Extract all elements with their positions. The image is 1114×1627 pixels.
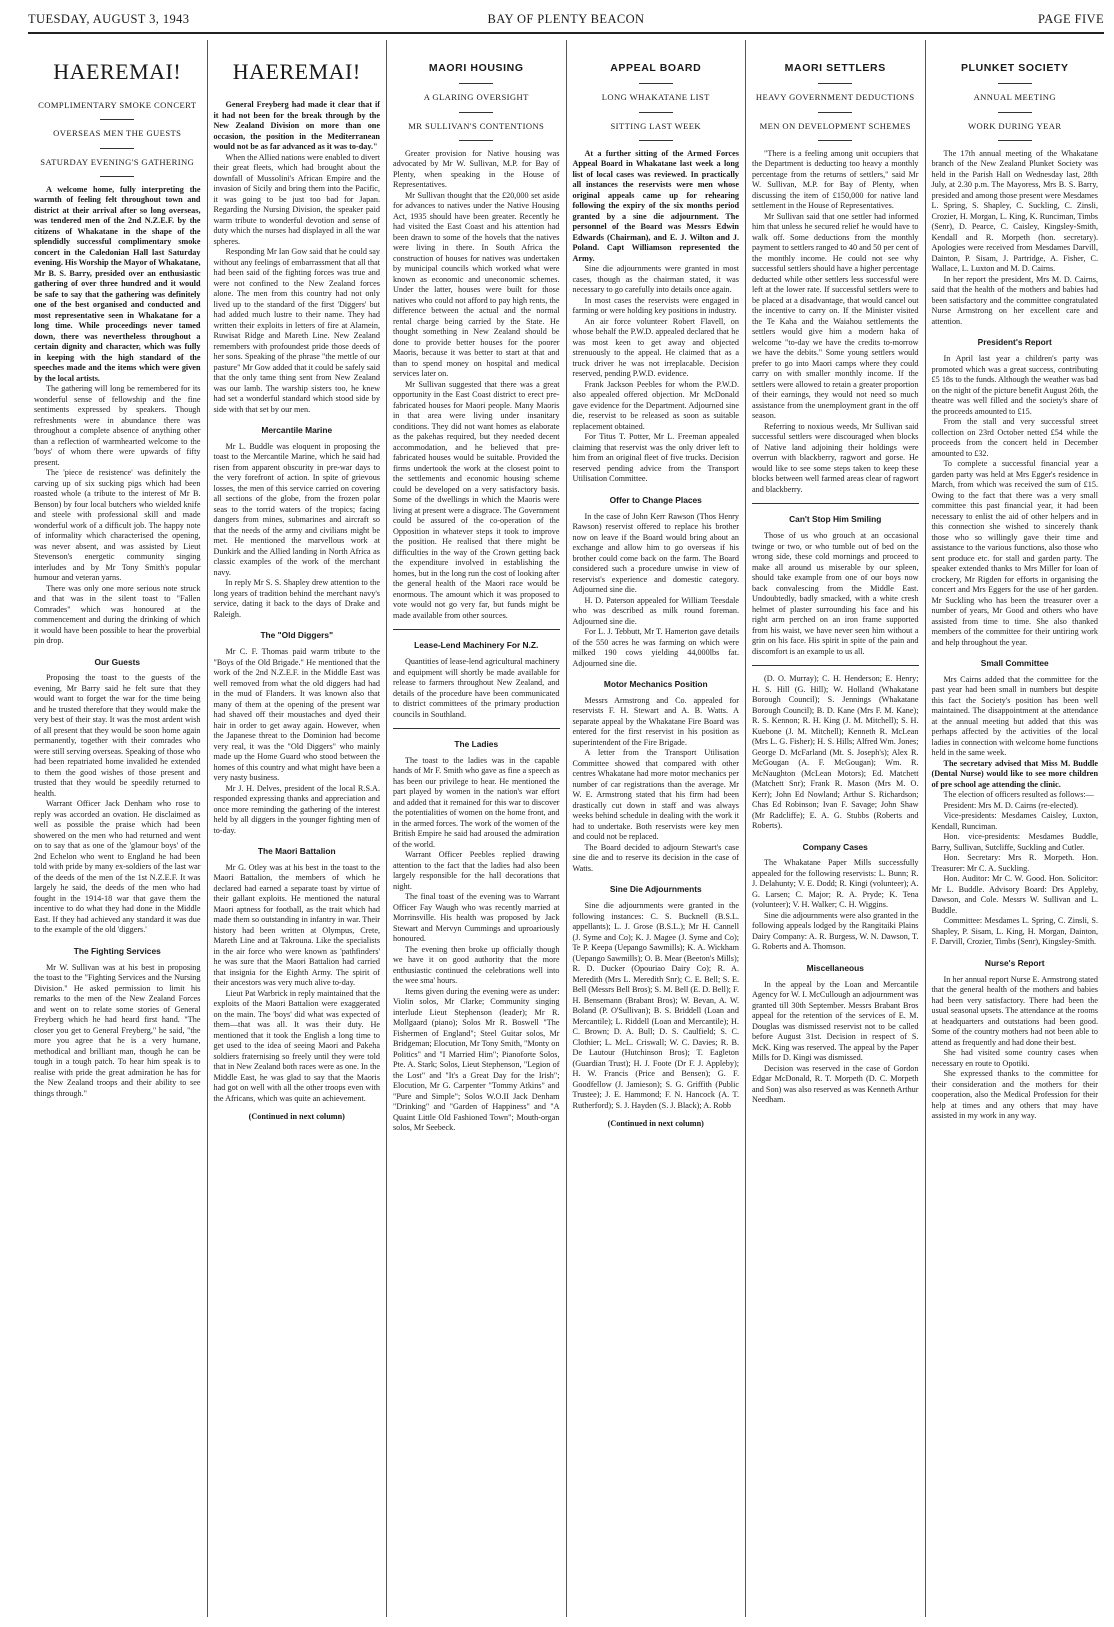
divider xyxy=(818,83,852,84)
article-title-maori-settlers: MAORI SETTLERS xyxy=(784,62,886,74)
divider xyxy=(393,728,560,729)
article-columns xyxy=(28,40,1104,1617)
paragraph: Hon. Secretary: Mrs R. Morpeth. Hon. Treasurer: Mr C. A. Suckling. xyxy=(931,853,1098,873)
paragraph: The evening then broke up officially though we have it on good authority that the more enthusiastic continued the celebrations well into the wee sma' hours. xyxy=(393,944,560,986)
paragraph: A letter from the Transport Utilisation Committee showed that compared with other centres Whakatane had more motor mechanics per number of car registrations than the average. Mr W. E. Armstrong stated that his firm had been drastically cut down in staff and was always weeks behind schedule in dealing with the work it had to undertake. Both reservists were key men and could not be replaced. xyxy=(572,748,739,842)
column-4 xyxy=(567,40,747,1617)
subheading: The Fighting Services xyxy=(73,945,161,956)
paragraph: For L. J. Tebbutt, Mr T. Hamerton gave details of the 550 acres he was farming on which were milked 190 cows yielding 44,000lbs fat. Adjourned sine die. xyxy=(572,627,739,668)
article-title-haeremai: HAEREMAI! xyxy=(232,59,361,84)
subheading: Sine Die Adjournments xyxy=(609,884,702,895)
paragraph: Sine die adjournments were granted in the following instances: C. S. Bucknell (B.S.L. appellants); L. J. Grose (B.S.L.); Mr H. Cannell (J. Syme and Co); K. J. Magee (J. Syme and Co); Te P. Keepa (Uepango Sawmills); K. A. Wickham (Uepango Sawmills); O. B. Mear (Beeton's Mills); R. D. Ducker (Opouriao Dairy Co); R. A. Meredith (Mrs L. Meredith Snr); C. E. Bell; S. E. Bell (Messrs Bell Bros); S. M. Bell (E. D. Bell); F. H. Bensemann (Brabant Bros); W. Bevan, A. W. Boland (P. O'Sullivan); B. S. Briddell (Loan and Mercantile); L. Riddell (Loan and Mercantile); H. C. Brown; D. A. Bull; D. S. Caulfield; S. C. Clothier; L. McL. Criswall; W. C. Davies; R. B. De Lautour (Hutchinson Bros); T. Eagleton (Guardian Trust); H. J. Foote (Dr F. J. Appleby); H. W. Francis (Price and Bensen); G. F. Goodfellow (J. Jamieson); S. G. Griffith (Public Trustee); J. E. Hammond; F. N. Hancock (A. T. Rutherford); S. J. Hayden (S. J. Black); A. Robb xyxy=(572,901,739,1110)
column-5 xyxy=(746,40,926,1617)
divider xyxy=(639,83,673,84)
paragraph: President: Mrs M. D. Cairns (re-elected). xyxy=(943,800,1079,810)
paragraph: In most cases the reservists were engaged in farming or were holding key positions in industry. xyxy=(572,295,739,316)
paragraph: Mr Sullivan thought that the £20,000 set aside for advances to natives under the Native Housing Act, 1935 should have been greater. Recently he had visited the East Coast and his attention had been drawn to some of the hovels that the natives were living in there. In South Africa the construction of houses for natives was undertaken by municipal councils which worked what were known as economic and uneconomic schemes. Under the latter, houses were built for those natives who could not afford to pay high rents, the difference between the actual and the normal rental charge being carried by the State. He thought something in New Zealand should be done to provide better houses for the poorer Maoris, because it was better to start at that and than to spend money on hospital and medical services later on. xyxy=(393,190,560,379)
paragraph: The Whakatane Paper Mills successfully appealed for the following reservists: L. Bunn; R. J. Delahunty; V. E. Dodd; R. Kingi (volunteer); A. G. Larsen; C. Major; R. A. Pryde; K. Tena (volunteer); V. H. Walker; C. H. Wiggins. xyxy=(752,858,919,910)
divider xyxy=(459,140,493,141)
paragraph: The Board decided to adjourn Stewart's case sine die and to reserve its decision in the case of Watts. xyxy=(572,842,739,873)
paragraph: An air force volunteer Robert Flavell, on whose behalf the P.W.D. appealed declared that he was most keen to get away and objected strenuously to the appeal. He claimed that as a truck driver he was not irreplacable. Decision reserved, pending P.W.D. evidence. xyxy=(572,316,739,379)
divider xyxy=(752,503,919,504)
divider xyxy=(818,112,852,113)
paragraph: (D. O. Murray); C. H. Henderson; E. Henry; H. S. Hill (G. Hill); W. Holland (Whakatane Borough Council); S. Jennings (Whakatane Borough Council); B. D. Kane (Mrs F. M. Kane); R. S. Kennon; R. H. King (J. M. Mitchell); S. H. Kuebone (J. M. Mitchell); Kenneth R. McLean (Mrs L. G. Fisher); H. S. Hills; Alfred Wm. Jones; George D. McFarland (Mt. S. Joseph's); Alex R. McGougan (A. F. McGougan); Wm. R. McNaughton (McLean Motors); Ed. Matchett (Matchett Snr); Frank R. Mason (Mrs M. O. Kerr); John Ed Nowland; Arthur S. Richardson; Chas Ed Robinson; Ivan F. Savage; John Shaw (Mr Radcliffe); E. A. G. Stubbs (Roberts and Roberts). xyxy=(752,674,919,831)
subheading: Nurse's Report xyxy=(984,957,1045,968)
article-subtitle: COMPLIMENTARY SMOKE CONCERT xyxy=(38,100,197,111)
divider xyxy=(818,140,852,141)
paragraph: Greater provision for Native housing was advocated by Mr W. Sullivan, M.P. for Bay of Plenty, when speaking in the House of Representatives. xyxy=(393,148,560,190)
article-subtitle: SATURDAY EVENING'S GATHERING xyxy=(40,156,195,167)
paragraph: Mrs Cairns added that the committee for the past year had been small in numbers but despite this fact the Society's position has been well maintained. The disappointment at the attendance at the annual meeting but added that this was perhaps affected by the activities of the local ladies in connection with welcome home functions held in the same week. xyxy=(931,674,1098,758)
article-subtitle: OVERSEAS MEN THE GUESTS xyxy=(53,128,182,139)
paragraph: H. D. Paterson appealed for William Teesdale who was described as milk round foreman. Adjourned sine die. xyxy=(572,595,739,626)
paragraph: To complete a successful financial year a garden party was held at Mrs Egger's residence in March, from which was received the sum of £15. Owing to the fact that there was a very small committee this past financial year, it had been necessary to enlist the aid of other helpers and in this connection she wished to sincerely thank those who so willingly gave their time and assistance to the various functions, also those who sent produce etc. for stall and garden party. The speaker extended thanks to Mrs Miller for loan of crockery, Mr Rigden for efforts in organising the concert and Mrs Eggers for the use of her garden. Mr Suckling who has been the treasurer over a number of years, Mr Good and others who have assisted from time to time. She also thanked members of the committee for their untiring work and help throughout the year. xyxy=(931,459,1098,647)
subheading: The Maori Battalion xyxy=(257,846,336,857)
paragraph: When the Allied nations were enabled to divert their great fleets, which had brought about the downfall of Mussolini's African Empire and the invasion of Sicily and bring them into the Pacific, it was going to be just too bad for Japan. Regarding the Nursing Division, the speaker paid warm tribute to wonderful devotion and sense of duty which the nurses had displayed in all the war spheres. xyxy=(213,152,380,246)
divider xyxy=(639,140,673,141)
subheading: The Ladies xyxy=(454,739,499,750)
paragraph: Responding Mr Ian Gow said that he could say without any feelings of embarrassment that all that had been said of the fighting forces was true and were not confined to the New Zealand forces alone. The men from this country had not only lived up to the standard of the first 'Diggers' but had added much lustre to their name. They had written their exploits in letters of fire at Alamein, Ruwisat Ridge and Mareth Line. New Zealand remembers with profoundest pride those deeds of her sons. Speaking of the phrase "the mettle of our pasture" Mr Gow added that it could be safely said that the only tame thing sent from New Zealand was our lamb. The warship sisters too, he knew had set a wonderful standard which stood side by side with that set by our men. xyxy=(213,247,380,414)
paragraph: Frank Jackson Peebles for whom the P.W.D. also appealed offered objection. Mr McDonald gave evidence for the Department. Adjourned sine die, reservist to be released as soon as suitable replacement obtained. xyxy=(572,379,739,431)
column-3 xyxy=(387,40,567,1617)
column-6 xyxy=(926,40,1105,1617)
column-2 xyxy=(208,40,388,1617)
article-subtitle: LONG WHAKATANE LIST xyxy=(601,92,710,103)
paragraph: Hon. Auditor: Mr C. W. Good. Hon. Solicitor: Mr L. Buddle. Advisory Board: Drs Appleby, Dawson, and Cole. Messrs W. Sullivan and L. Buddle. xyxy=(931,874,1098,915)
article-subtitle: MEN ON DEVELOPMENT SCHEMES xyxy=(759,120,911,131)
paragraph: Messrs Armstrong and Co. appealed for reservists F. H. Stewart and A. B. Watts. A separate appeal by the Whakatane Fire Board was entered for the first reservist in his position as superintendent of the Fire Brigade. xyxy=(572,695,739,747)
divider xyxy=(998,83,1032,84)
paragraph: Vice-presidents: Mesdames Caisley, Luxton, Kendall, Runciman. xyxy=(931,811,1098,831)
subheading: Our Guests xyxy=(94,656,141,667)
paragraph: She had visited some country cases when necessary en route to Opotiki. xyxy=(931,1048,1098,1068)
divider xyxy=(752,665,919,666)
divider xyxy=(459,112,493,113)
subheading: Company Cases xyxy=(802,841,868,852)
paragraph: The 'piece de resistence' was definitely the carving up of six sucking pigs which had been roasted whole (a tribute to the interest of Mr B. Benson) by four local butchers who wielded knife and steele with professional skill and made wonderful work of a difficult job. The happy note of informality which characterised the opening, was never absent, and was assisted by Lieut Stevenson's energetic community singing interludes and by Mr Tony Smith's popular humour and veteran yarns. xyxy=(34,468,201,583)
article-title-plunket-society: PLUNKET SOCIETY xyxy=(960,62,1069,74)
paragraph: She expressed thanks to the committee for their consideration and the mothers for their cooperation, also the Medical Profession for their help at times and any others that may have assisted in my work in any way. xyxy=(931,1069,1098,1121)
column-1 xyxy=(28,40,208,1617)
masthead-paper-name: BAY OF PLENTY BEACON xyxy=(487,12,645,26)
divider xyxy=(639,112,673,113)
paragraph: Mr Sullivan suggested that there was a great opportunity in the East Coast district to erect pre-fabricated houses for Maori people. Many Maoris in that area were living under insanitary conditions. They did not want homes as elaborate as the pakehas required, but they needed decent accommodation, and he believed that pre-fabricated houses would be suitable. Provided the firms undertook the work at the closest point to the settlements and economic housing scheme could be developed on a very satisfactory basis. Some of the dwellings in which the Maoris were living at present were a disgrace. The Government could be assured of the co-operation of the Opposition in whatever steps it took to improve the position. He realised that there might be difficulties in the way of the Crown getting back the expenditure involved in establishing the homes, but in the long run the cost of looking after the general health of the Maori race would be enormous. The amount which it was proposed to vote would not go very far, but funds might be made available from other sources. xyxy=(393,379,560,620)
paragraph: Committee: Mesdames L. Spring, C. Zinsli, S. Shapley, P. Sisam, L. King, H. Morgan, Dainton, F. Darvill, Crozier, Timbs (Senr), Kingsley-Smith. xyxy=(931,916,1098,947)
masthead xyxy=(28,6,1104,34)
paragraph: Proposing the toast to the guests of the evening, Mr Barry said he felt sure that they would want to forget the war for the time being and he trusted therefore that they would make the very best of their stay. It was the most ardent wish of all present that they would be soon home again permanently, together with their comrades who were still serving overseas. Speaking of those who had been repatriated home invalided he extended to them the good wishes of those present and trusted that they would be speedily returned to health. xyxy=(34,673,201,798)
paragraph: Sine die adjournments were also granted in the following appeals lodged by the Rangitaiki Plains Dairy Company: A. R. Burgess, W. N. Dawson, T. G. Roberts and A. Thomson. xyxy=(752,910,919,952)
paragraph: For Titus T. Potter, Mr L. Freeman appealed claiming that reservist was the only driver left to him from an original fleet of five trucks. Decision reserved pending advice from the Transport Utilisation Committee. xyxy=(572,432,739,484)
article-subtitle: MR SULLIVAN'S CONTENTIONS xyxy=(408,120,545,131)
paragraph: In the appeal by the Loan and Mercantile Agency for W. I. McCullough an adjournment was granted till 30th September. Messrs Brabant Bros appeal for the retention of the services of E. M. Douglas was dismissed reservist not to be called before August 31st. Decision in respect of S. McK. King was reserved. The appeal by the Paper Mills for D. Kingi was dismissed. xyxy=(752,979,919,1063)
subheading: Lease-Lend Machinery For N.Z. xyxy=(414,640,539,651)
subheading: Can't Stop Him Smiling xyxy=(789,514,882,525)
paragraph: The final toast of the evening was to Warrant Officer Fay Waugh who was recently married at Morrinsville. His health was proposed by Jack Stewart and Mervyn Cummings and uproariously honoured. xyxy=(393,892,560,944)
lead-paragraph: A welcome home, fully interpreting the warmth of feeling felt throughout town and district at their arrival after so long overseas, was tendered men of the 2nd N.Z.E.F. by the citizens of Whakatane in the shape of the splendidly successful complimentary smoke concert in the Caledonian Hall last Saturday evening. His Worship the Mayor of Whakatane, Mr B. S. Barry, presided over an enthusiastic gathering of over three hundred and it would be safe to say that the gathering was definitely one of the best organised and conducted and most representative seen in Whakatane for a long time. While proceedings never tamed down, there was nevertheless throughout a certain dignity and character, which was fully in keeping with the high standard of the speeches made and the items which were given by the local artists. xyxy=(34,184,201,383)
article-subtitle: HEAVY GOVERNMENT DEDUCTIONS xyxy=(755,92,915,103)
paragraph: In her report the president, Mrs M. D. Cairns, said that the health of the mothers and babies had been satisfactory and the committee congratulated Nurse Armstrong on her excellent care and attention. xyxy=(931,274,1098,326)
paragraph: The election of officers resulted as follows:— xyxy=(943,790,1094,800)
subheading: Motor Mechanics Position xyxy=(603,679,708,690)
article-subtitle: WORK DURING YEAR xyxy=(968,120,1062,131)
paragraph: In the case of John Kerr Rawson (Thos Henry Rawson) reservist offered to replace his brother now on leave if the Board would bring about an exchange and allow him to go overseas if his brother could come back on the farm. The Board considered such a procedure unwise in view of reservist's experience and domestic category. Adjourned sine die. xyxy=(572,511,739,595)
paragraph: "There is a feeling among unit occupiers that the Department is deducting too heavy a monthly percentage from the returns of settlers," said Mr W. Sullivan, M.P. for Bay of Plenty, when discussing the item of £150,000 for native land settlement in the House of Representatives. xyxy=(752,148,919,211)
paragraph: The gathering will long be remembered for its wonderful sense of fellowship and the fine sentiments expressed by speakers. Though refreshments were in abundance there was throughout a complete absence of anything other than a reflection of warmhearted welcome to the 'boys' of whom there were upwards of fifty present. xyxy=(34,384,201,467)
paragraph: In April last year a children's party was promoted which was a great success, contributing £5 18s to the funds. Although the weather was bad on the night of the picture benefit August 26th, the theatre was well filled and the society's share of the proceeds amounted to £15. xyxy=(931,354,1098,416)
paragraph: Warrant Officer Peebles replied drawing attention to the fact that the ladies had also been largely responsible for the hall decorations that night. xyxy=(393,850,560,891)
article-title-appeal-board: APPEAL BOARD xyxy=(610,62,702,74)
paragraph: In reply Mr S. S. Shapley drew attention to the long years of tradition behind the merchant navy's service, dating it back to the days of Drake and Raleigh. xyxy=(213,578,380,619)
lead-paragraph: The secretary advised that Miss M. Buddle (Dental Nurse) would like to see more children of pre school age attending the clinic. xyxy=(931,758,1098,789)
paragraph: Items given during the evening were as under: Violin solos, Mr Clarke; Community singing interlude Lieut Stephenson (leader); Mr R. Mollgaard (piano); Solos Mr R. Boswell "The Fishermen of England"; Steel Guitar solos, Mr Bridgeman; Elocution, Mr Tony Smith, "Monty on Politics" and "I Married Him"; Pianoforte Solos, Pte. A. Stark; Solos, Lieut Stephenson, "Legion of the Lost" and "It's a Great Day for the Irish"; Elocution, Mr G. Carpenter "Tommy Atkins" and "Pure and Simple"; Solos W.O.II Jack Denham "Drinking" and "Garden of Happiness" and "A Quaint Little Old Fashioned Town"; Mouth-organ solos, Mr Seebeck. xyxy=(393,986,560,1133)
paragraph: In her annual report Nurse E. Armstrong stated that the general health of the mothers and babies had been very satisfactory. There had been the usual seasonal upsets. The attendance at the rooms at headquarters and outstations had been good. Some of the country mothers had not been able to attend as frequently and had done their best. xyxy=(931,974,1098,1047)
paragraph: Referring to noxious weeds, Mr Sullivan said successful settlers were discouraged when blocks of Native land adjoining their holdings were overrun with blackberry, ragwort and gorse. He would like to see some steps taken to keep these blocks between well farmed areas clear of ragwort and blackberry. xyxy=(752,421,919,494)
subheading: President's Report xyxy=(977,337,1052,348)
paragraph: There was only one more serious note struck and that was in the silent toast to "Fallen Comrades" which was honoured at the commencement and during the drinking of which it would have been possible to hear the proverbial pin drop. xyxy=(34,583,201,646)
paragraph: The toast to the ladies was in the capable hands of Mr F. Smith who gave as fine a speech as has been our privilege to hear. He mentioned the part played by women in the nation's war effort and added that it remained for this war to discover the potentialities of women on the home front, and in the armed forces. The work of the women of the British Empire he said had aroused the admiration of the world. xyxy=(393,755,560,849)
divider xyxy=(459,83,493,84)
continued-note: (Continued in next column) xyxy=(607,1119,704,1129)
paragraph: Mr Sullivan said that one settler had informed him that unless he secured relief he would have to walk off. Some deductions from the monthly payment to settlers ranged to 40 and 50 per cent of the monthly income. He could not see why successful settlers should have a higher percentage deducted while other settlers less successful were left at the lower rate. If successful settlers were to be placed at a disadvantage, that would cancel out the incentive to carry on. If the Minister visited the Te Kaha and the Waiahou settlements the settlers would give him a modern haka of welcome "to-day we have the credits to-morrow we have the debits." Some young settlers would prefer to go into Maori camps where they could carry on with smaller monthly income. If the settlers were allowed to retain a greater proportion of their earnings, they would not need so much assistance from the unemployment grant in the off season. xyxy=(752,211,919,421)
paragraph: Those of us who grouch at an occasional twinge or two, or who tumble out of bed on the wrong side, these cold mornings and proceed to make all around us miserable by our spleen, should take example from one of our boys now back convalescing from the Middle East. Undoubtedly, badly smacked, with a white cresh helmet of plaster surrounding his face and his right arm perched on an iron frame supported from his waist, we have never seen him without a grin on his face. His spirit in spite of the pain and discomfort is an example to us all. xyxy=(752,531,919,656)
paragraph: From the stall and very successful street collection on 23rd October netted £54 while the proceeds from the concert held in December amounted to £32. xyxy=(931,417,1098,458)
divider xyxy=(393,629,560,630)
subheading: The "Old Diggers" xyxy=(260,630,334,641)
paragraph: Mr L. Buddle was eloquent in proposing the toast to the Mercantile Marine, which he said had risen from apparent obscurity in pre-war days to the very forefront of action. In spite of grievous losses, the men of this service carried on covering all sections of the globe, from the frozen polar seas to the torrid waters of the tropics; facing dangers from mines, submarines and aircraft so that the needs of the army and civilians might be met. He mentioned the marvellous work at Dunkirk and the Allied landing in North Africa as classic examples of the work of the merchant navy. xyxy=(213,441,380,577)
article-title-haeremai: HAEREMAI! xyxy=(53,59,182,84)
subheading: Mercantile Marine xyxy=(261,425,333,436)
divider xyxy=(998,112,1032,113)
paragraph: Warrant Officer Jack Denham who rose to reply was accorded an ovation. He disclaimed as well as possible the praise which had been showered on the men who had returned and went on to say that as one of the 'glamour boys' of the 2nd Echelon who went to England he had been told with pride by many ex-soldiers of the last war of the deeds of the men of the 1st N.Z.E.F. It was largely he said, the deeds of the men who had fought in the 1914-18 war that gave them the incentive to do what they had done in the Middle East. If they had achieved any standard it was due to the example of the old 'diggers.' xyxy=(34,799,201,935)
subheading: Small Committee xyxy=(980,658,1049,669)
paragraph: Mr C. F. Thomas paid warm tribute to the "Boys of the Old Brigade." He mentioned that the work of the 2nd N.Z.E.F. in the Middle East was well removed from what the old diggers had had in the mud of Flanders. It was known also that many of them at the opening of the present war had shaved off their moustaches and dyed their hair in order to get away again. However, when the Japanese threat to the Dominion had become very real, it was the "Old Diggers" who mainly made up the Home Guard who stood between the homes of this country and what might have been a very nasty business. xyxy=(213,647,380,783)
subheading: Miscellaneous xyxy=(806,962,864,973)
masthead-date: TUESDAY, AUGUST 3, 1943 xyxy=(28,12,190,26)
paragraph: The 17th annual meeting of the Whakatane branch of the New Zealand Plunket Society was held in the Parish Hall on Wednesday last, 28th July, at 2.30 p.m. The Mayoress, Mrs B. S. Barry, presided and among those present were Mesdames L. Spring, S. Shapley, C. Suckling, C. Zinsli, Crozier, H. Morgan, L. King, K. Runciman, Timbs (Senr), D. Pearce, C. Caisley, Kingsley-Smith, Kendall and R. Morpeth (hon. secretary). Apologies were received from Mesdames Darvill, Dainton, P. Sisam, J. Partridge, A. Fisher, C. Wallace, L. Luxton and M. D. Cairns. xyxy=(931,148,1098,274)
paragraph: Lieut Pat Warbrick in reply maintained that the exploits of the Maori Battalion were exaggerated on the main. The 'boys' did what was expected of them—that was all. It was their duty. He mentioned that it took the English a long time to get used to the idea of seeing Maori and Pakeha soldiers fraternising so freely until they were told that in New Zealand both races were as one. In the Middle East, he was glad to say that the Maoris had got on well with all the other troops even with the Africans, which was quite an achievement. xyxy=(213,988,380,1103)
masthead-page-number: PAGE FIVE xyxy=(1038,12,1104,26)
lead-paragraph: At a further sitting of the Armed Forces Appeal Board in Whakatane last week a long list of local cases was reviewed. In practically all instances the reservists were men whose original appeals came up for rehearing following the expiry of the six months period granted by a sine die adjournment. The personnel of the Board was Messrs Edwin Edwards (Chairman), and E. J. Wilton and J. Poland. Capt Williamson represented the Army. xyxy=(572,148,739,263)
paragraph: Mr W. Sullivan was at his best in proposing the toast to the "Fighting Services and the Nursing Division." He asked permission to limit his remarks to the men of the New Zealand Forces and went on to relate some stories of General Freyberg which he had heard first hand. "The closer you get to General Freyberg," he said, "the more you agree that he is a very humane, methodical and brilliant man, though he can be tough in a tough patch. To hear him speak is to realise with pride the great admiration he has for the New Zealand troops and their ability to see things through." xyxy=(34,962,201,1098)
article-subtitle: SITTING LAST WEEK xyxy=(610,120,701,131)
paragraph: Hon. vice-presidents: Mesdames Buddle, Barry, Sullivan, Sutcliffe, Suckling and Cutler. xyxy=(931,832,1098,852)
subheading: Offer to Change Places xyxy=(609,494,702,505)
paragraph: Mr J. H. Delves, president of the local R.S.A. responded expressing thanks and appreciation and once more reminding the gathering of the interest held by all diggers in the younger fighting men of to-day. xyxy=(213,783,380,835)
article-title-maori-housing: MAORI HOUSING xyxy=(428,62,524,74)
article-subtitle: A GLARING OVERSIGHT xyxy=(423,92,529,103)
paragraph: Quantities of lease-lend agricultural machinery and equipment will shortly be made available for release to farmers throughout New Zealand, and details of the procedure have been communicated to district committees of the primary production councils in Southland. xyxy=(393,657,560,719)
article-subtitle: ANNUAL MEETING xyxy=(973,92,1056,103)
divider xyxy=(100,119,134,120)
divider xyxy=(100,176,134,177)
continued-note: (Continued in next column) xyxy=(248,1112,345,1122)
divider xyxy=(100,148,134,149)
divider xyxy=(998,140,1032,141)
paragraph: Mr G. Otley was at his best in the toast to the Maori Battalion, the members of which he declared had earned a separate toast by virtue of their gallant exploits. He mentioned the natural Maori aptness for football, as the trait which had made them so outstanding in infantry in war. Their history had been written at Olympus, Crete, Mareth Line and at Takrouna. Like the specialists in the air force who were known as 'pathfinders' he was sure that the Maori Battalion had carried that insignia for the Eighth Army. The spirit of their ancestors was very much alive to-day. xyxy=(213,862,380,988)
paragraph: Sine die adjournments were granted in most cases, though as the chairman stated, it was necessary to go carefully into details once again. xyxy=(572,264,739,295)
lead-paragraph: General Freyberg had made it clear that if it had not been for the break through by the New Zealand Division on more than one occasion, the position in the Mediterranean would not be as far advanced as it was to-day." xyxy=(213,100,380,152)
paragraph: Decision was reserved in the case of Gordon Edgar McDonald, R. T. Morpeth (D. C. Morpeth and Son) was also reserved as was Kenneth Arthur Needham. xyxy=(752,1063,919,1105)
